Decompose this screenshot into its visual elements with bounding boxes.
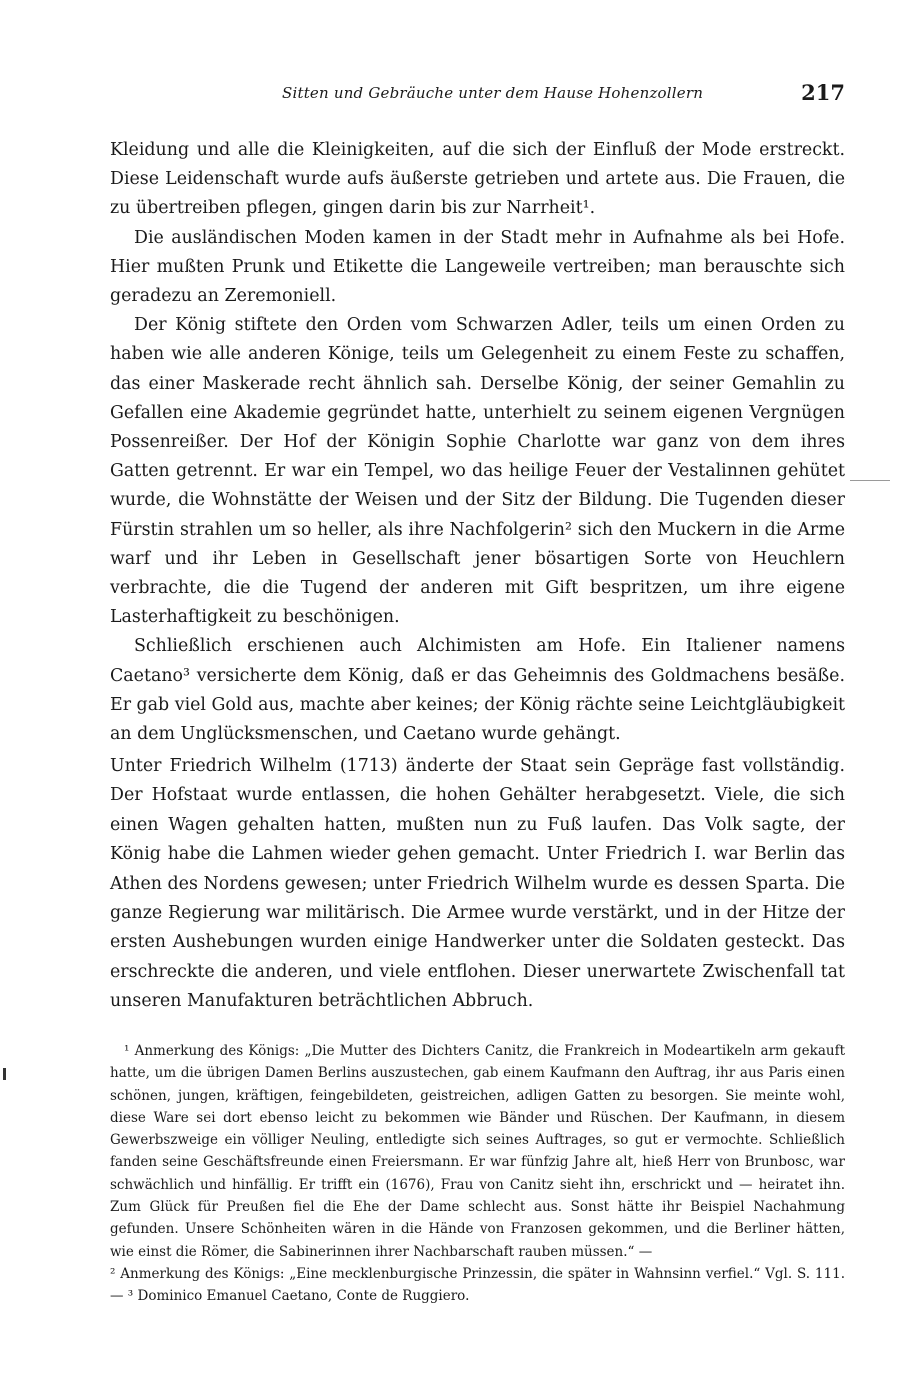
margin-mark [850,480,890,481]
margin-speck [3,1068,6,1080]
paragraph-4: Schließlich erschienen auch Alchimisten am Hofe. Ein Italiener namens Caetano³ versicherte dem König, daß er das Geheimnis des Goldmachens besäße. Er gab viel Gold aus, machte aber keines; der König rächte seine Leichtgläubigkeit an dem Unglücksmenschen, und Caetano wurde gehängt. [110,636,845,745]
paragraph-5: Unter Friedrich Wilhelm (1713) änderte der Staat sein Gepräge fast vollständig. Der Hofstaat wurde entlassen, die hohen Gehälter herabgesetzt. Viele, die sich einen Wagen gehalten hatten, mußten nun zu Fuß laufen. Das Volk sagte, der König habe die Lahmen wieder gehen gemacht. Unter Friedrich I. war Berlin das Athen des Nordens gewesen; unter Friedrich Wilhelm wurde es dessen Sparta. Die ganze Regierung war militärisch. Die Armee wurde verstärkt, und in der Hitze der ersten Aushebungen wurden einige Handwerker unter die Soldaten gesteckt. Das erschreckte die anderen, und viele entflohen. Dieser unerwartete Zwischenfall tat unseren Manufakturen beträchtlichen Abbruch. [110,756,845,1012]
footnote-1: ¹ Anmerkung des Königs: „Die Mutter des Dichters Canitz, die Frankreich in Modeartikeln arm gekauft hatte, um die übrigen Damen Berlins auszustechen, gab einem Kaufmann den Auftrag, ihr aus Paris einen schönen, jungen, kräftigen, feingebildeten, geistreichen, adligen Gatten zu besorgen. Sie meinte wohl, diese Ware sei dort ebenso leicht zu bekommen wie Bänder und Rüschen. Der Kaufmann, in diesem Gewerbszweige ein völliger Neuling, entledigte sich seines Auftrages, so gut er vermochte. Schließlich fanden seine Geschäftsfreunde einen Freiersmann. Er war fünfzig Jahre alt, hieß Herr von Brunbosc, war schwächlich und hinfällig. Er trifft ein (1676), Frau von Canitz sieht ihn, erschrickt und — heiratet ihn. Zum Glück für Preußen fiel die Ehe der Dame schlecht aus. Sonst hätte ihr Beispiel Nachahmung gefunden. Unsere Schönheiten wären in die Hände von Franzosen gekommen, und die Berliner hätten, wie einst die Römer, die Sabinerinnen ihrer Nachbarschaft rauben müssen.“ — [110,1043,845,1260]
main-text-section-one [110,136,845,749]
paragraph-3: Der König stiftete den Orden vom Schwarzen Adler, teils um einen Orden zu haben wie alle anderen Könige, teils um Gelegenheit zu einem Feste zu schaffen, das einer Maskerade recht ähnlich sah. Derselbe König, der seiner Gemahlin zu Gefallen eine Akademie gegründet hatte, unterhielt zu seinem eigenen Vergnügen Possenreißer. Der Hof der Königin Sophie Charlotte war ganz von dem ihres Gatten getrennt. Er war ein Tempel, wo das heilige Feuer der Vestalinnen gehütet wurde, die Wohnstätte der Weisen und der Sitz der Bildung. Die Tugenden dieser Fürstin strahlen um so heller, als ihre Nachfolgerin² sich den Muckern in die Arme warf und ihr Leben in Gesellschaft jener bösartigen Sorte von Heuchlern verbrachte, die die Tugend der anderen mit Gift bespritzen, um ihre eigene Lasterhaftigkeit zu beschönigen. [110,315,845,628]
page-header [110,80,845,114]
footnote-2-3: ² Anmerkung des Königs: „Eine mecklenburgische Prinzessin, die später in Wahnsinn verfiel.“ Vgl. S. 111. — ³ Dominico Emanuel Caetano, Conte de Ruggiero. [110,1265,845,1305]
page-number: 217 [801,80,845,105]
footnotes [110,1040,845,1308]
paragraph-2: Die ausländischen Moden kamen in der Stadt mehr in Aufnahme als bei Hofe. Hier mußten Prunk und Etikette die Langeweile vertreiben; man berauschte sich geradezu an Zeremoniell. [110,227,845,307]
running-title: Sitten und Gebräuche unter dem Hause Hohenzollern [282,84,704,102]
paragraph-1: Kleidung und alle die Kleinigkeiten, auf die sich der Einfluß der Mode erstreckt. Diese Leidenschaft wurde aufs äußerste getrieben und artete aus. Die Frauen, die zu übertreiben pflegen, gingen darin bis zur Narrheit¹. [110,140,845,219]
main-text-section-two [110,752,845,1017]
